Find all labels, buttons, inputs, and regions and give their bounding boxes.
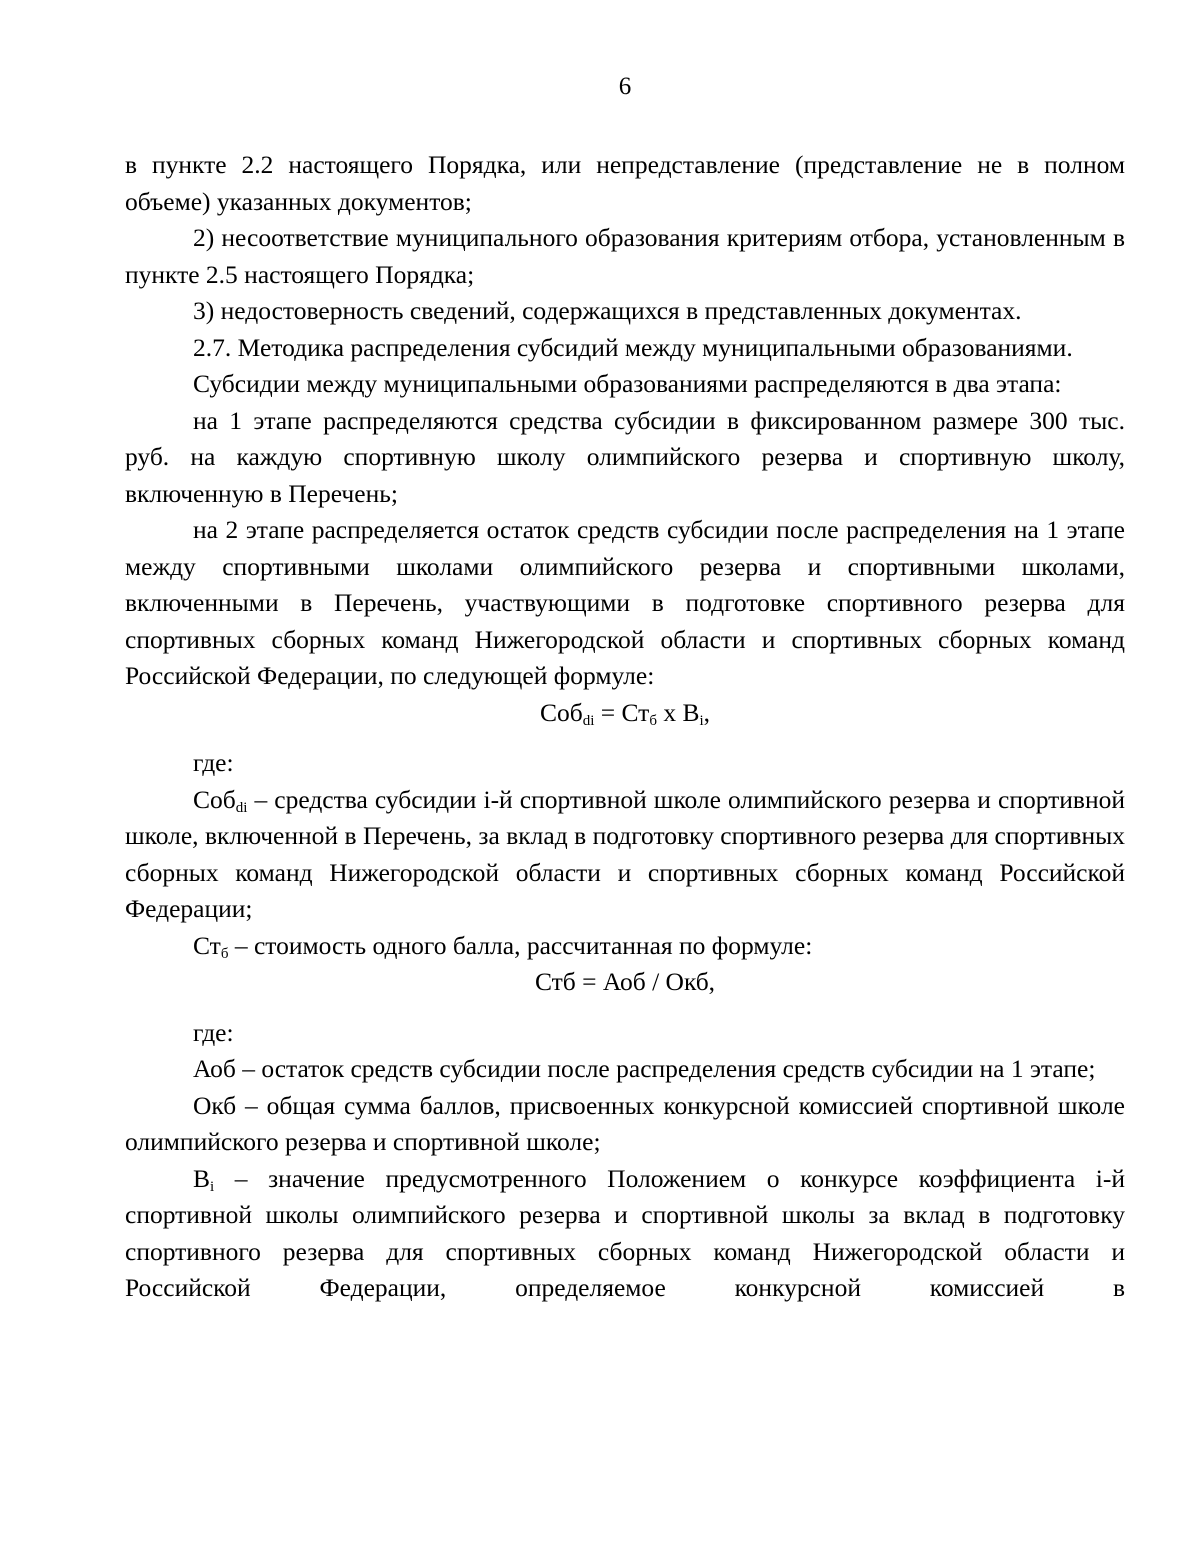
formula-term: Соб — [539, 697, 583, 727]
document-body — [125, 147, 1125, 1307]
page-number: 6 — [618, 73, 632, 100]
definition-okb: Окб – общая сумма баллов, присвоенных конкурсной комиссией спортивной школе олимпийского резерва и спортивной школе; — [125, 1090, 1125, 1156]
definition-bi — [125, 1161, 1125, 1307]
formula-term: , — [703, 697, 711, 727]
formula-subscript: di — [582, 712, 595, 729]
paragraph-stage-1: на 1 этапе распределяются средства субсидии в фиксированном размере 300 тыс. руб. на каждую спортивную школу олимпийского резерва и спортивную школу, включенную в Перечень; — [125, 405, 1125, 508]
formula-point-cost: Стб = Аоб / Окб, — [534, 967, 716, 996]
definition-text: – стоимость одного балла, рассчитанная по формуле: — [228, 930, 813, 960]
section-heading-2-7: 2.7. Методика распределения субсидий между муниципальными образованиями. — [193, 332, 1073, 362]
formula-subsidy — [125, 695, 1125, 732]
where-label: где: — [193, 748, 234, 777]
definition-text: – значение предусмотренного Положением о конкурсе коэффициента i-й спортивной школы олимпийского резерва и спортивной школы за вклад в подготовку спортивного резерва для спортивных сборных команд Нижегородской области и Российской Федерации, определяемое конкурсной комиссией в — [125, 1163, 1125, 1302]
paragraph-stage-2: на 2 этапе распределяется остаток средств субсидии после распределения на 1 этапе между спортивными школами олимпийского резерва и спортивными школами, включенными в Перечень, участвующими в подготовке спортивного резерва для спортивных сборных команд Нижегородской области и спортивных сборных команд Российской Федерации, по следующей формуле: — [125, 515, 1125, 690]
definition-stb — [125, 928, 1125, 965]
definition-text: – средства субсидии i-й спортивной школе олимпийского резерва и спортивной школе, включенной в Перечень, за вклад в подготовку спортивного резерва для спортивных сборных команд Нижегородской области и спортивных сборных команд Российской Федерации; — [125, 784, 1125, 923]
paragraph-two-stages: Субсидии между муниципальными образованиями распределяются в два этапа: — [193, 369, 1062, 398]
formula-subscript: б — [649, 712, 657, 729]
formula-term: = Ст — [594, 697, 650, 727]
formula-subscript: i — [699, 712, 704, 729]
definition-subscript: di — [235, 799, 248, 816]
definition-subscript: i — [210, 1178, 215, 1195]
formula-term: х В — [656, 697, 700, 727]
definition-aob: Аоб – остаток средств субсидии после распределения средств субсидии на 1 этапе; — [193, 1054, 1096, 1083]
definition-subscript: б — [220, 945, 229, 962]
definition-sob — [125, 782, 1125, 928]
definition-term: Соб — [193, 784, 236, 814]
list-item-3: 3) недостоверность сведений, содержащихся в представленных документах. — [193, 296, 1022, 325]
where-label: где: — [193, 1017, 234, 1047]
definition-term: Ст — [193, 930, 221, 960]
definition-term: В — [193, 1163, 211, 1193]
paragraph-continuation: в пункте 2.2 настоящего Порядка, или непредставление (представление не в полном объеме) указанных документов; — [125, 150, 1125, 216]
list-item-2: 2) несоответствие муниципального образования критериям отбора, установленным в пункте 2.5 настоящего Порядка; — [125, 223, 1125, 289]
